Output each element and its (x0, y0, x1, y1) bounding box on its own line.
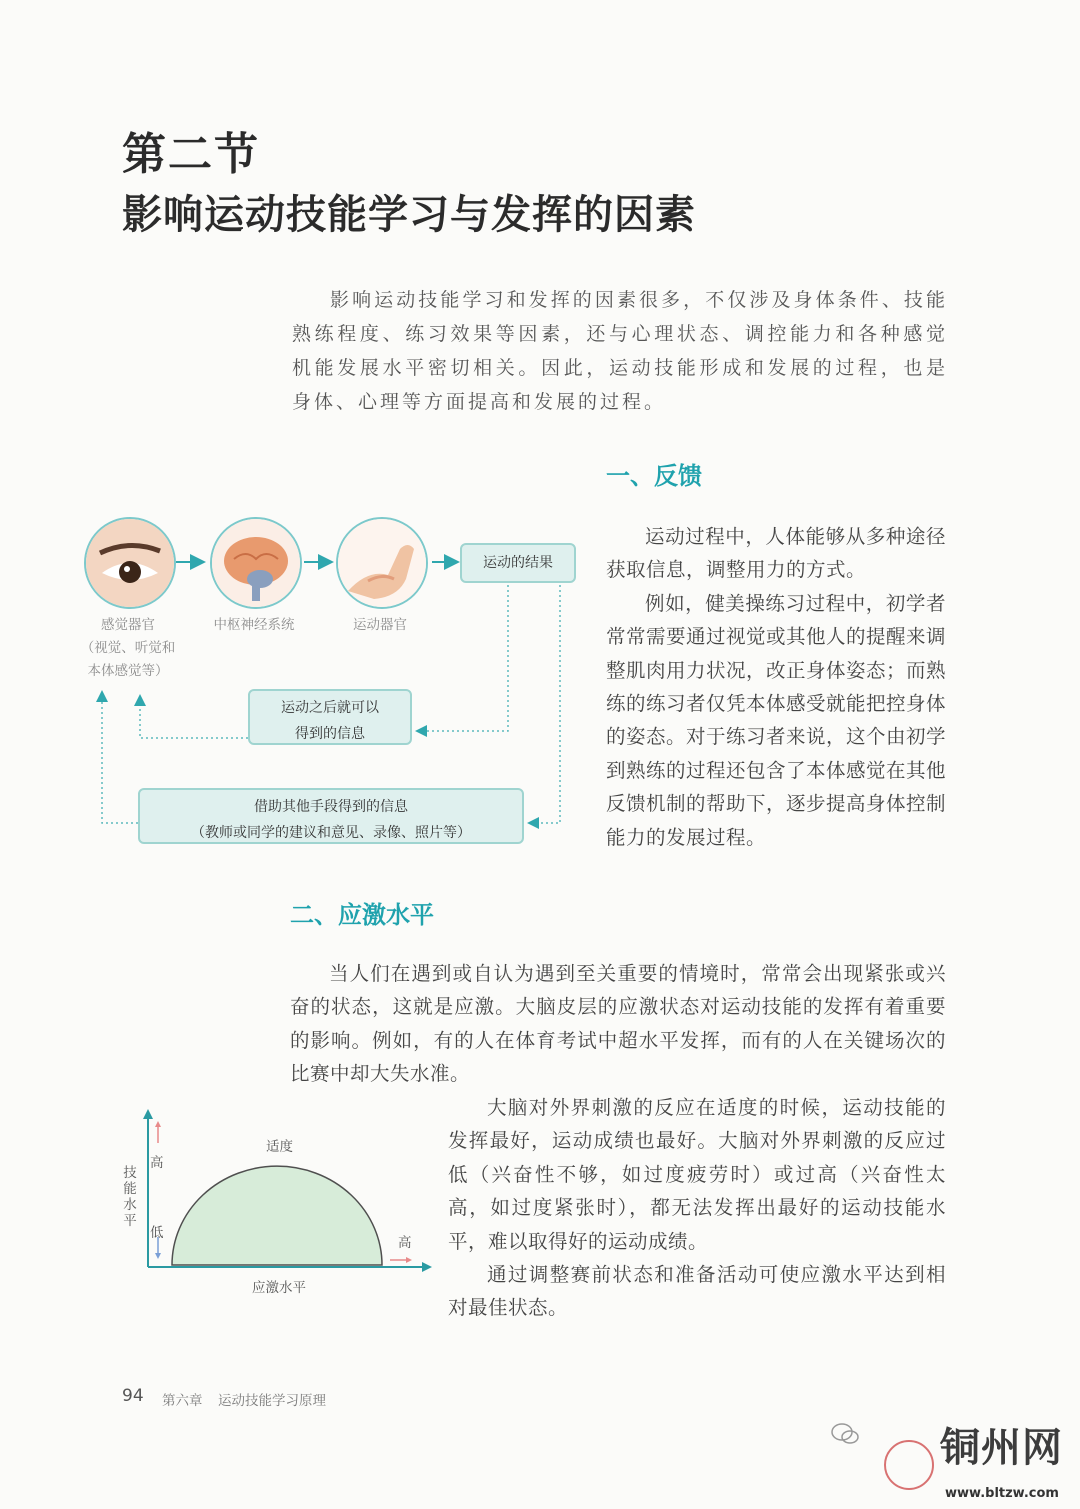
other-info-line-1: 借助其他手段得到的信息 (254, 799, 408, 815)
stress-paragraph-2: 大脑对外界刺激的反应在适度的时候，运动技能的发挥最好，运动成绩也最好。大脑对外界刺激的反应过低（兴奋性不够，如过度疲劳时）或过高（兴奋性太高，如过度紧张时），都无法发挥出最好的运动技能水平，难以取得好的运动成绩。 (448, 1096, 946, 1253)
watermark-url: www.bltzw.com (945, 1486, 1059, 1501)
stress-text-2 (448, 1091, 946, 1325)
feedback-heading: 一、反馈 (606, 462, 702, 490)
watermark-name: 铜州网 (940, 1425, 1063, 1471)
stress-paragraph-1: 当人们在遇到或自认为遇到至关重要的情境时，常常会出现紧张或兴奋的状态，这就是应激。大脑皮层的应激状态对运动技能的发挥有着重要的影响。例如，有的人在体育考试中超水平发挥，而有的人在关键场次的比赛中却大失水准。 (290, 962, 946, 1086)
sense-organ-label: 感觉器官 (101, 617, 155, 633)
peak-label: 适度 (266, 1139, 293, 1155)
feedback-text (606, 520, 946, 854)
y-axis-arrowhead (143, 1109, 153, 1119)
arm-icon (338, 519, 426, 607)
after-info-line-2: 得到的信息 (295, 726, 365, 742)
arrow-after-info-to-cns (140, 697, 248, 738)
eye-circle (84, 517, 176, 609)
after-info-box (248, 689, 412, 745)
arrow-other-info-to-sense (102, 693, 138, 823)
y-axis-label: 技能水平 (123, 1165, 137, 1229)
feedback-paragraph-2: 例如，健美操练习过程中，初学者常常需要通过视觉或其他人的提醒来调整肌肉用力状况，改正身体姿态；而熟练的练习者仅凭本体感受就能把控身体的姿态。对于练习者来说，这个由初学到熟练的过程还包含了本体感觉在其他反馈机制的帮助下，逐步提高身体控制能力的发展过程。 (606, 591, 947, 849)
arrow-result-to-after-info (418, 585, 508, 731)
stress-text-1 (290, 957, 946, 1091)
stress-curve (172, 1166, 382, 1265)
x-axis-label: 应激水平 (252, 1280, 306, 1296)
chapter-title: 运动技能学习原理 (218, 1393, 326, 1409)
page-number: 94 (122, 1386, 144, 1406)
x-axis-arrowhead (422, 1262, 432, 1272)
feedback-paragraph-1: 运动过程中，人体能够从多种途径获取信息，调整用力的方式。 (606, 525, 946, 582)
stress-chart (110, 1105, 440, 1305)
arm-circle (336, 517, 428, 609)
brain-icon (212, 519, 300, 607)
other-info-box (138, 788, 524, 844)
feedback-diagram (60, 505, 600, 865)
wechat-icon (830, 1418, 860, 1448)
arrow-result-to-other-info (530, 585, 560, 823)
motor-organ-label: 运动器官 (353, 617, 407, 633)
stress-heading: 二、应激水平 (290, 901, 434, 929)
seal-icon (884, 1440, 934, 1490)
other-info-line-2: （教师或同学的建议和意见、录像、照片等） (191, 825, 471, 841)
eye-icon (86, 519, 174, 607)
sense-organ-note-2: 本体感觉等） (87, 663, 169, 679)
section-title: 影响运动技能学习与发挥的因素 (122, 191, 696, 238)
y-low-label: 低 (150, 1225, 164, 1241)
chapter-number: 第六章 (162, 1393, 203, 1409)
stress-paragraph-3: 通过调整赛前状态和准备活动可使应激水平达到相对最佳状态。 (448, 1263, 946, 1320)
x-high-label: 高 (398, 1235, 412, 1251)
sense-organ-note-1: （视觉、听觉和 (80, 640, 176, 656)
brain-circle (210, 517, 302, 609)
cns-label: 中枢神经系统 (213, 617, 295, 633)
section-number: 第二节 (122, 129, 260, 180)
y-high-label: 高 (150, 1155, 164, 1171)
intro-paragraph: 影响运动技能学习和发挥的因素很多，不仅涉及身体条件、技能熟练程度、练习效果等因素，还与心理状态、调控能力和各种感觉机能发展水平密切相关。因此，运动技能形成和发展的过程，也是身体、心理等方面提高和发展的过程。 (292, 289, 948, 413)
result-box: 运动的结果 (460, 543, 576, 583)
after-info-line-1: 运动之后就可以 (281, 700, 379, 716)
